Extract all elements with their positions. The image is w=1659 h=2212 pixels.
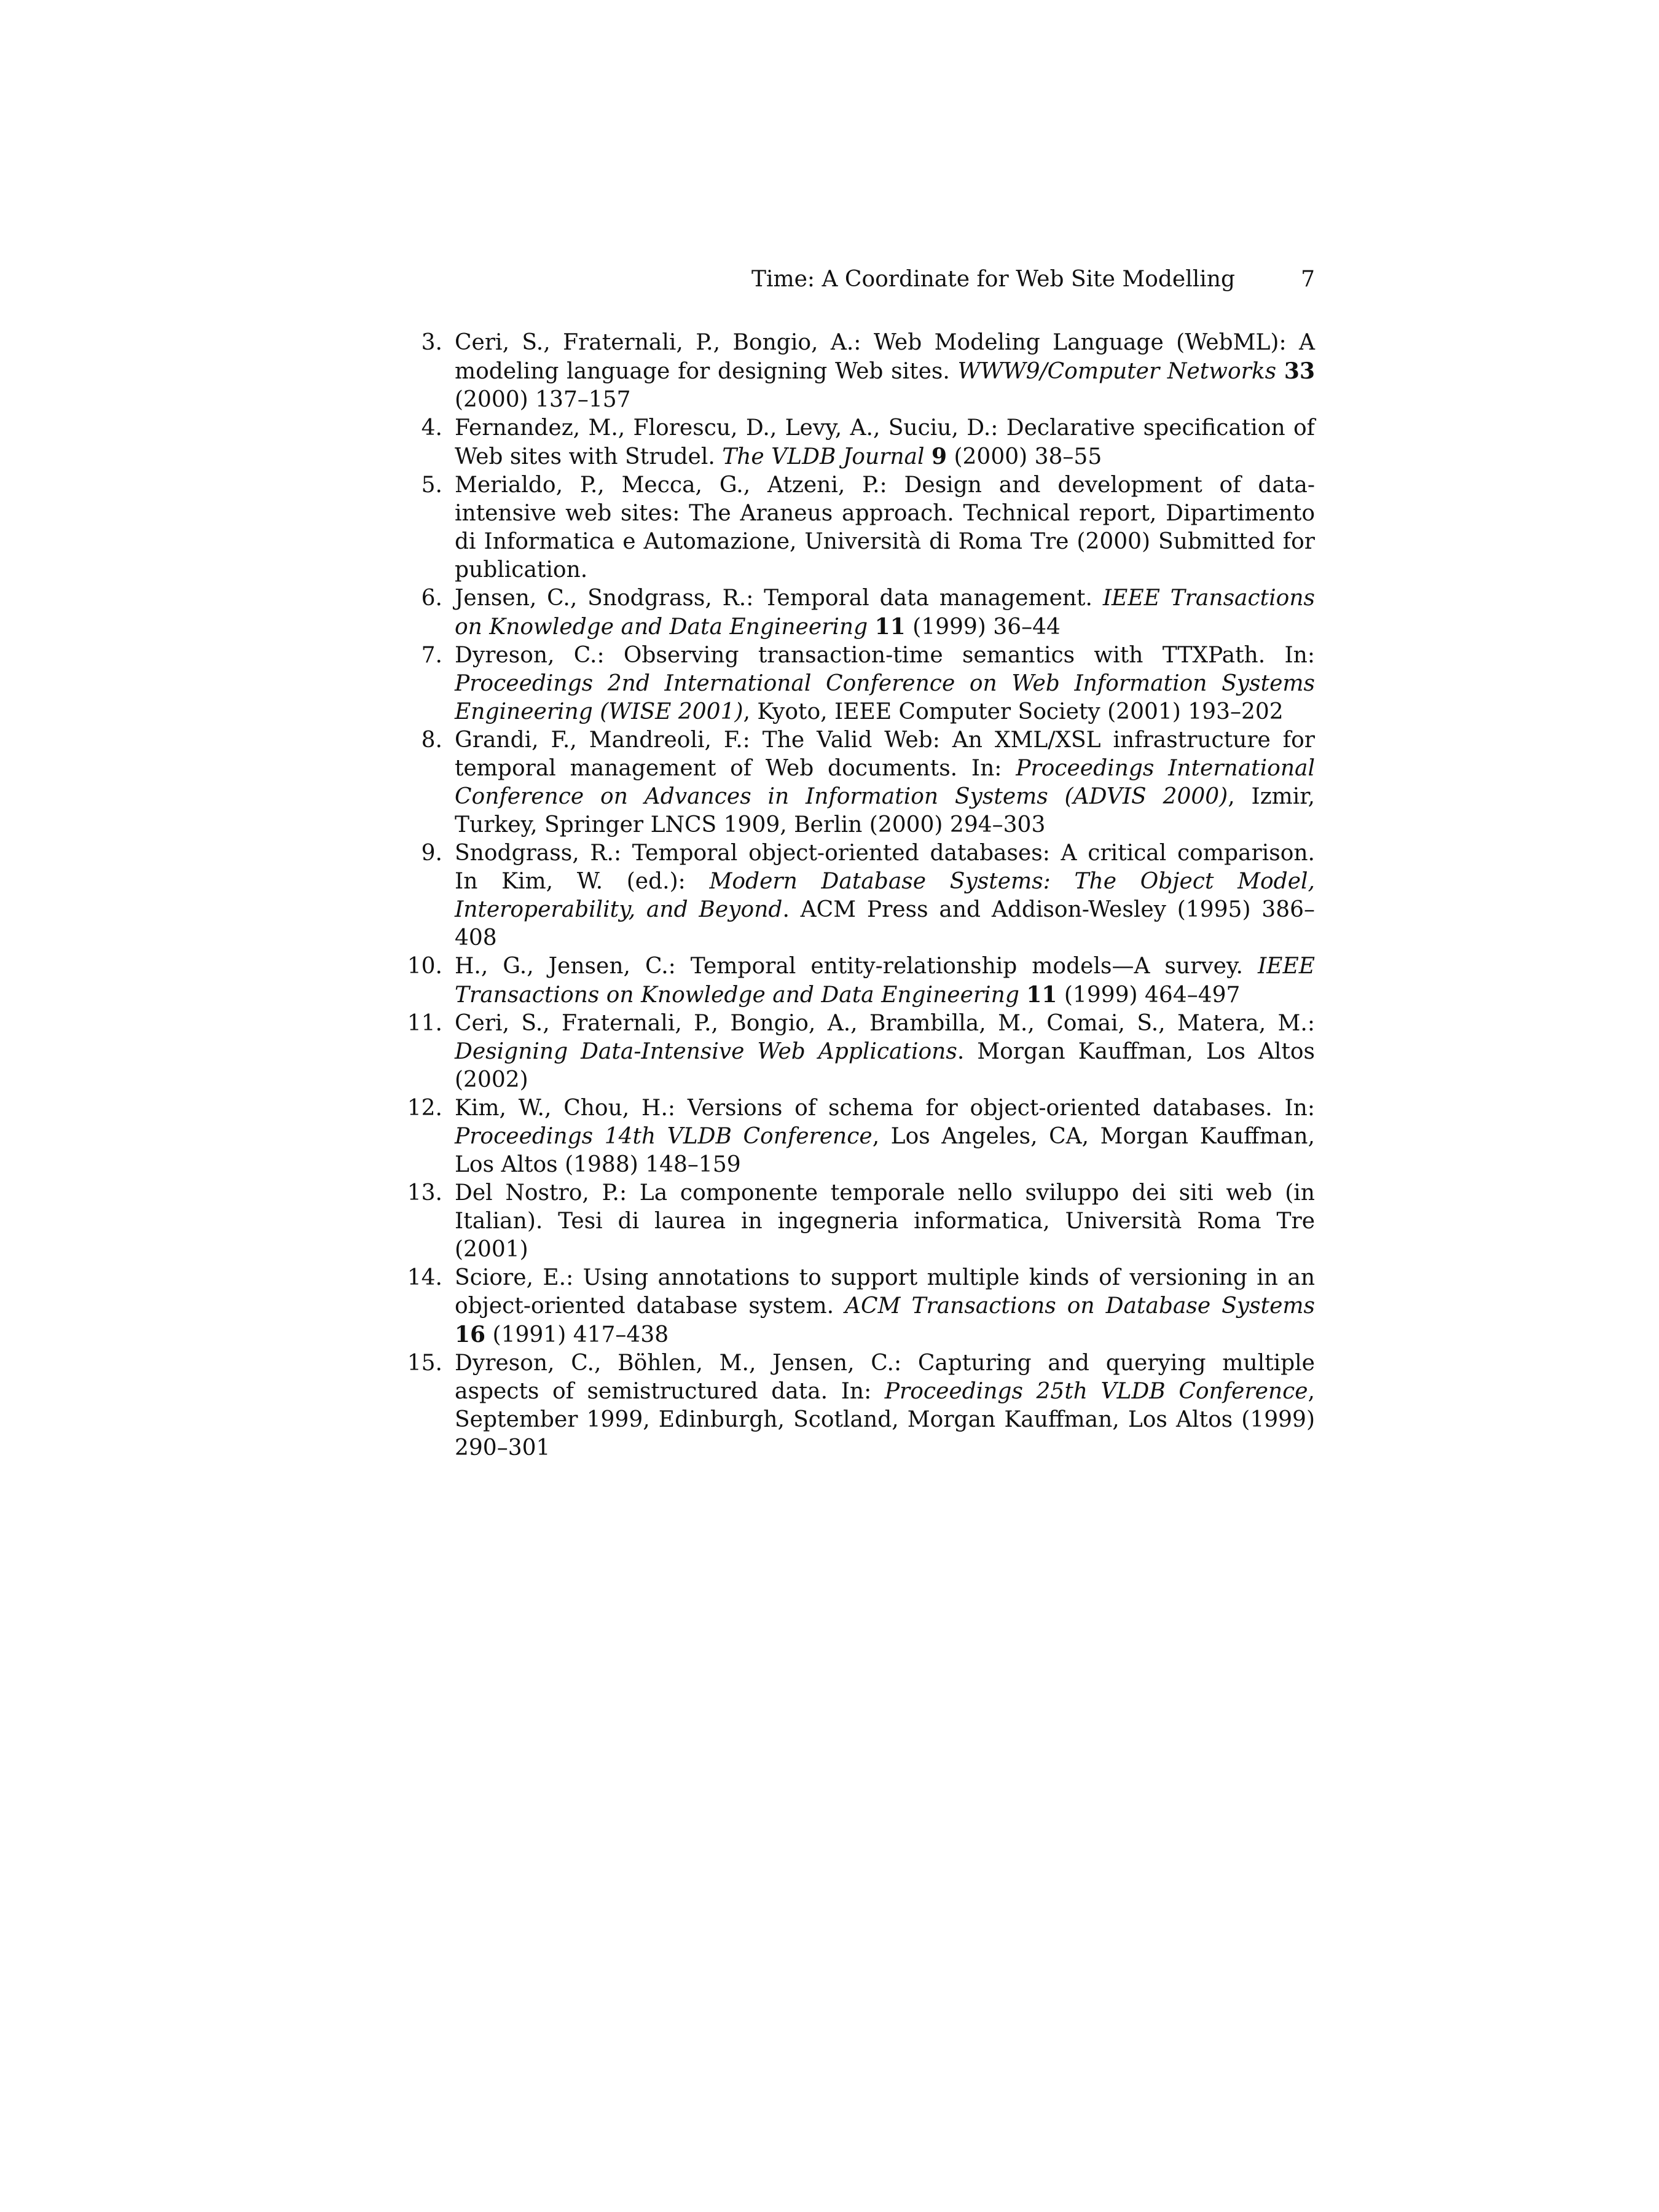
reference-text-segment: [925, 444, 931, 469]
reference-text: [455, 1179, 1315, 1264]
reference-text-segment: Snodgrass, R.: Temporal object-oriented databases: A critical comparison. In Kim, W. (ed.):: [455, 841, 1315, 894]
reference-text-segment: Sciore, E.: Using annotations to support multiple kinds of versioning in an object-oriented database system.: [455, 1265, 1315, 1319]
reference-text-segment: Proceedings 25th VLDB Conference: [884, 1379, 1308, 1404]
reference-text-segment: H., G., Jensen, C.: Temporal entity-relationship models—A survey.: [455, 954, 1258, 979]
reference-number: 6.: [421, 586, 442, 611]
reference-item: [407, 1179, 1315, 1264]
reference-text: [455, 952, 1315, 1010]
reference-text: [455, 1094, 1315, 1179]
reference-text: [455, 1010, 1315, 1094]
reference-text-segment: Fernandez, M., Florescu, D., Levy, A., Suciu, D.: Declarative specification of Web sites with Strudel.: [455, 415, 1315, 469]
reference-text-segment: (2000) 137–157: [455, 387, 631, 412]
reference-item: [407, 952, 1315, 1010]
reference-text-segment: Del Nostro, P.: La componente temporale nello sviluppo dei siti web (in Italian). Tesi di laurea in ingegneria informatica, Università Roma Tre (2001): [455, 1180, 1315, 1262]
reference-text-segment: , September 1999, Edinburgh, Scotland, Morgan Kauffman, Los Altos (1999) 290–301: [455, 1379, 1315, 1461]
reference-text-segment: (1999) 464–497: [1057, 982, 1241, 1008]
reference-text-segment: , Izmir, Turkey, Springer LNCS 1909, Berlin (2000) 294–303: [455, 784, 1316, 837]
reference-text-segment: Ceri, S., Fraternali, P., Bongio, A.: Web Modeling Language (WebML): A modeling language for designing Web sites.: [455, 330, 1315, 384]
reference-text: [455, 726, 1315, 839]
reference-text-segment: , Los Angeles, CA, Morgan Kauffman, Los Altos (1988) 148–159: [455, 1124, 1315, 1177]
reference-item: [407, 1010, 1315, 1094]
reference-item: [421, 584, 1315, 641]
reference-text-segment: . ACM Press and Addison-Wesley (1995) 386–408: [455, 897, 1315, 951]
reference-text-segment: Proceedings International Conference on Advances in Information Systems (ADVIS 2000): [455, 756, 1315, 809]
reference-text-segment: Proceedings 14th VLDB Conference: [455, 1124, 873, 1149]
reference-text: [455, 471, 1315, 584]
reference-item: [421, 726, 1316, 839]
reference-text-segment: [868, 614, 874, 640]
reference-list: [407, 329, 1316, 1462]
reference-text-segment: Ceri, S., Fraternali, P., Bongio, A., Brambilla, M., Comai, S., Matera, M.:: [455, 1011, 1315, 1036]
reference-text-segment: Proceedings 2nd International Conference on Web Information Systems Engineering (WISE 2001): [455, 671, 1315, 724]
reference-text-segment: , Kyoto, IEEE Computer Society (2001) 193–202: [743, 699, 1284, 724]
reference-item: [407, 1264, 1315, 1349]
reference-text: [455, 414, 1315, 471]
reference-number: 13.: [407, 1180, 442, 1206]
reference-number: 10.: [407, 954, 442, 979]
reference-text-segment: Designing Data-Intensive Web Applications: [455, 1039, 957, 1064]
reference-item: [407, 1349, 1315, 1462]
reference-text-segment: WWW9/Computer Networks: [957, 359, 1277, 384]
reference-text-segment: ACM Transactions on Database Systems: [845, 1293, 1315, 1319]
reference-text: [455, 1349, 1315, 1462]
reference-text: [455, 584, 1315, 641]
reference-text-segment: Dyreson, C.: Observing transaction-time semantics with TTXPath. In:: [455, 643, 1315, 668]
reference-text-segment: The VLDB Journal: [722, 444, 925, 469]
reference-text: [455, 839, 1315, 952]
reference-text-segment: Modern Database Systems: The Object Model, Interoperability, and Beyond: [455, 869, 1315, 922]
page-number: 7: [1301, 267, 1315, 292]
reference-number: 4.: [421, 415, 442, 441]
reference-item: [421, 471, 1315, 584]
running-title: Time: A Coordinate for Web Site Modelling: [751, 267, 1235, 292]
reference-item: [407, 1094, 1315, 1179]
reference-text-segment: . Morgan Kauffman, Los Altos (2002): [455, 1039, 1315, 1092]
reference-number: 8.: [421, 728, 442, 753]
reference-text-segment: IEEE Transactions on Knowledge and Data Engineering: [455, 586, 1315, 640]
reference-text-segment: (1999) 36–44: [905, 614, 1061, 640]
reference-text-segment: Merialdo, P., Mecca, G., Atzeni, P.: Design and development of data-intensive web sites: The Araneus approach. Technical report, Dipartimento di Informatica e Automazione, Università di Roma Tre (2000) Submitted for publication.: [455, 473, 1315, 582]
reference-text: [455, 1264, 1315, 1349]
reference-text: [455, 329, 1315, 414]
reference-text-segment: (2000) 38–55: [947, 444, 1102, 469]
reference-text-segment: (1991) 417–438: [485, 1322, 669, 1347]
reference-text-segment: 33: [1284, 358, 1315, 384]
reference-number: 5.: [421, 473, 442, 498]
reference-text-segment: Grandi, F., Mandreoli, F.: The Valid Web: An XML/XSL infrastructure for temporal management of Web documents. In:: [455, 728, 1315, 781]
reference-number: 15.: [407, 1351, 442, 1376]
reference-text-segment: IEEE Transactions on Knowledge and Data Engineering: [455, 954, 1315, 1008]
reference-number: 11.: [407, 1011, 442, 1036]
reference-number: 3.: [421, 330, 442, 355]
reference-text-segment: 11: [1026, 982, 1057, 1008]
reference-item: [421, 329, 1315, 414]
running-header: [455, 261, 1315, 298]
reference-text-segment: [1276, 359, 1284, 384]
reference-number: 7.: [421, 643, 442, 668]
reference-text: [455, 641, 1315, 726]
reference-item: [421, 641, 1315, 726]
reference-item: [421, 414, 1315, 471]
reference-text-segment: Jensen, C., Snodgrass, R.: Temporal data management.: [455, 586, 1103, 611]
reference-text-segment: 16: [455, 1322, 486, 1347]
reference-text-segment: 9: [931, 444, 947, 469]
reference-number: 12.: [407, 1096, 442, 1121]
reference-number: 14.: [407, 1265, 442, 1290]
reference-item: [421, 839, 1315, 952]
reference-text-segment: 11: [874, 614, 906, 640]
reference-text-segment: [1019, 982, 1026, 1008]
reference-text-segment: Kim, W., Chou, H.: Versions of schema for object-oriented databases. In:: [455, 1096, 1315, 1121]
reference-text-segment: Dyreson, C., Böhlen, M., Jensen, C.: Capturing and querying multiple aspects of semistructured data. In:: [455, 1351, 1315, 1404]
reference-number: 9.: [421, 841, 442, 866]
